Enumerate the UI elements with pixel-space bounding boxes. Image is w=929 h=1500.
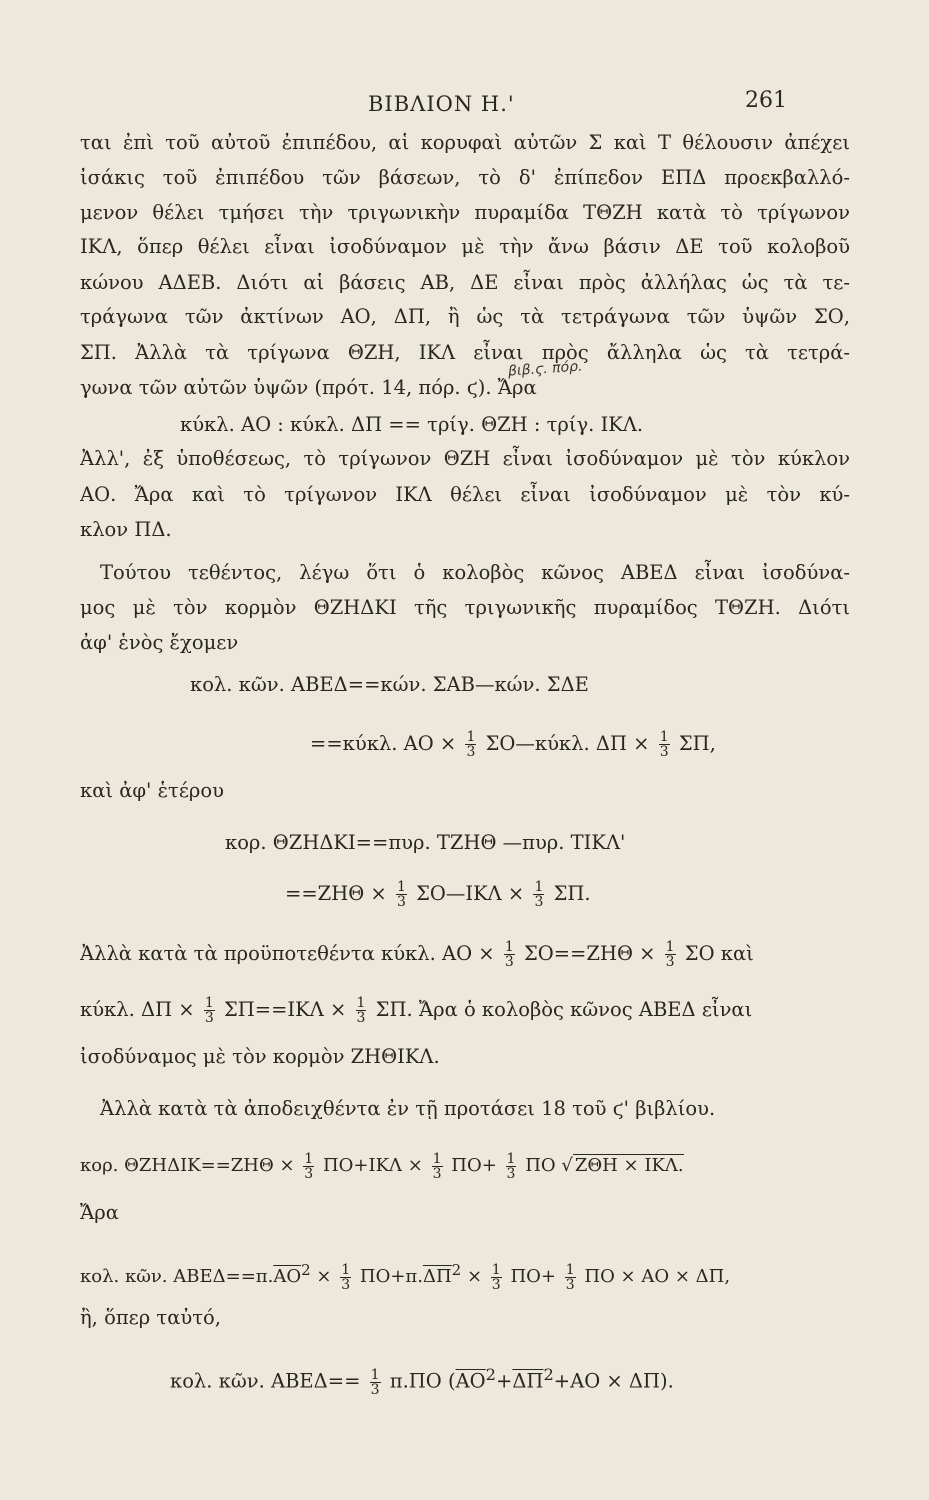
running-head: ΒΙΒΛΙΟΝ Η.' bbox=[368, 92, 515, 116]
exponent: 2 bbox=[301, 1261, 311, 1279]
text-line: ται ἐπὶ τοῦ αὐτοῦ ἐπιπέδου, αἱ κορυφαὶ αὐτῶν Σ καὶ Τ θέλουσιν ἀπέχει bbox=[80, 131, 850, 154]
exponent: 2 bbox=[485, 1365, 496, 1384]
fraction-denominator: 3 bbox=[370, 1381, 380, 1397]
equation-term: ΣΠ, bbox=[678, 732, 716, 755]
fraction-one-third bbox=[504, 940, 515, 969]
fraction-numerator: 1 bbox=[356, 995, 366, 1011]
fraction-denominator: 3 bbox=[356, 1010, 366, 1026]
equation-term: ΠΟ × ΑΟ × ΔΠ, bbox=[584, 1266, 731, 1287]
text-line: Τούτου τεθέντος, λέγω ὅτι ὁ κολοβὸς κῶνος ΑΒΕΔ εἶναι ἰσοδύνα- bbox=[100, 561, 850, 584]
equation-line bbox=[170, 1353, 850, 1397]
text-line: ΙΚΛ, ὅπερ θέλει εἶναι ἰσοδύναμον μὲ τὴν ἄνω βάσιν ΔΕ τοῦ κολοβοῦ bbox=[80, 235, 850, 258]
equation-term: $\overline{AO}$ bbox=[455, 1369, 486, 1393]
equation-line bbox=[80, 1146, 850, 1186]
equation-term: ΠΟ+ bbox=[451, 1155, 497, 1176]
fraction-denominator: 3 bbox=[204, 1010, 214, 1026]
equation-term: ΣΟ—κύκλ. ΔΠ × bbox=[485, 732, 650, 755]
fraction-numerator: 1 bbox=[659, 729, 669, 745]
equation-term: ΣΠ. bbox=[553, 882, 591, 905]
fraction-one-third bbox=[465, 730, 476, 759]
text-line: γωνα τῶν αὐτῶν ὑψῶν (πρότ. 14, πόρ. ϛ). Ἄρα bbox=[80, 376, 537, 399]
fraction-denominator: 3 bbox=[466, 744, 476, 760]
equation-term: ΠΟ bbox=[525, 1155, 556, 1176]
equation-line: κορ. ΘΖΗΔΚΙ==πυρ. ΤΖΗΘ —πυρ. ΤΙΚΛ' bbox=[225, 831, 626, 854]
exponent: 2 bbox=[451, 1261, 462, 1279]
equation-line bbox=[285, 876, 845, 912]
equation-term: Ἀλλὰ κατὰ τὰ προϋποτεθέντα κύκλ. ΑΟ × bbox=[80, 942, 495, 965]
equation-term: $\overline{AO}$ bbox=[273, 1266, 302, 1287]
equation-term: κολ. κῶν. ΑΒΕΔ== bbox=[170, 1369, 361, 1393]
fraction-denominator: 3 bbox=[304, 1165, 314, 1182]
text-line: κλον ΠΔ. bbox=[80, 518, 172, 541]
fraction-one-third bbox=[533, 880, 544, 909]
fraction-numerator: 1 bbox=[432, 1150, 442, 1167]
handwritten-annotation: βιβ.ϛ. πόρ. bbox=[507, 358, 583, 380]
proportion-line: κύκλ. ΑΟ : κύκλ. ΔΠ == τρίγ. ΘΖΗ : τρίγ. ΙΚΛ. bbox=[180, 413, 644, 436]
equation-term: + bbox=[496, 1369, 513, 1393]
equation-term: ΠΟ+ΙΚΛ × bbox=[322, 1155, 423, 1176]
fraction-numerator: 1 bbox=[491, 1261, 501, 1278]
equation-line bbox=[80, 1248, 850, 1292]
fraction-denominator: 3 bbox=[396, 894, 406, 910]
text-line: ἰσοδύναμος μὲ τὸν κορμὸν ΖΗΘΙΚΛ. bbox=[80, 1045, 440, 1068]
equation-term: ΣΠ==ΙΚΛ × bbox=[223, 998, 347, 1021]
square-root-sign: √ bbox=[561, 1155, 573, 1176]
fraction-numerator: 1 bbox=[534, 879, 544, 895]
fraction-numerator: 1 bbox=[506, 1150, 516, 1167]
fraction-denominator: 3 bbox=[491, 1276, 501, 1292]
equation-term: $\overline{\Delta\Pi}$ bbox=[512, 1369, 544, 1393]
equation-term: π.ΠΟ ( bbox=[389, 1369, 456, 1393]
fraction-one-third bbox=[370, 1368, 381, 1397]
fraction-one-third bbox=[396, 880, 407, 909]
text-line: Ἀλλ', ἐξ ὑποθέσεως, τὸ τρίγωνον ΘΖΗ εἶναι ἰσοδύναμον μὲ τὸν κύκλον bbox=[80, 447, 850, 470]
fraction-numerator: 1 bbox=[304, 1150, 314, 1167]
equation-term: ==κύκλ. ΑΟ × bbox=[310, 732, 457, 755]
fraction-numerator: 1 bbox=[504, 939, 514, 955]
fraction-numerator: 1 bbox=[370, 1366, 380, 1383]
fraction-one-third bbox=[665, 940, 676, 969]
equation-line bbox=[80, 992, 850, 1028]
equation-line bbox=[80, 936, 850, 972]
fraction-denominator: 3 bbox=[341, 1276, 351, 1292]
equation-term: $\overline{\Delta\Pi}$ bbox=[422, 1266, 452, 1287]
equation-term: ==ΖΗΘ × bbox=[285, 882, 387, 905]
fraction-numerator: 1 bbox=[565, 1261, 575, 1278]
equation-line bbox=[310, 726, 850, 762]
fraction-denominator: 3 bbox=[665, 954, 675, 970]
equation-term: ΣΟ καὶ bbox=[684, 942, 754, 965]
equation-term: ΠΟ+ bbox=[510, 1266, 556, 1287]
fraction-one-third bbox=[340, 1263, 351, 1292]
equation-term: κύκλ. ΔΠ × bbox=[80, 998, 195, 1021]
text-line: καὶ ἀφ' ἑτέρου bbox=[80, 779, 224, 802]
equation-term: × bbox=[316, 1266, 332, 1287]
fraction-one-third bbox=[565, 1263, 576, 1292]
fraction-numerator: 1 bbox=[665, 939, 675, 955]
text-line: κώνου ΑΔΕΒ. Διότι αἱ βάσεις ΑΒ, ΔΕ εἶναι πρὸς ἀλλήλας ὡς τὰ τε- bbox=[80, 271, 850, 294]
equation-term: ΠΟ+π. bbox=[359, 1266, 423, 1287]
text-line: Ἄρα bbox=[80, 1201, 119, 1224]
fraction-one-third bbox=[303, 1152, 314, 1181]
equation-term: ΣΟ==ΖΗΘ × bbox=[523, 942, 656, 965]
fraction-denominator: 3 bbox=[504, 954, 514, 970]
fraction-denominator: 3 bbox=[432, 1165, 442, 1182]
fraction-one-third bbox=[506, 1152, 517, 1181]
fraction-numerator: 1 bbox=[396, 879, 406, 895]
text-line: Ἀλλὰ κατὰ τὰ ἀποδειχθέντα ἐν τῇ προτάσει 18 τοῦ ϛ' βιβλίου. bbox=[100, 1097, 716, 1120]
equation-term: κορ. ΘΖΗΔΙΚ==ΖΗΘ × bbox=[80, 1155, 295, 1176]
page-header bbox=[0, 84, 929, 124]
fraction-one-third bbox=[491, 1263, 502, 1292]
text-line: ἀφ' ἑνὸς ἔχομεν bbox=[80, 631, 239, 654]
page-number: 261 bbox=[745, 88, 787, 113]
text-line: μος μὲ τὸν κορμὸν ΘΖΗΔΚΙ τῆς τριγωνικῆς πυραμίδος ΤΘΖΗ. Διότι bbox=[80, 596, 850, 619]
fraction-denominator: 3 bbox=[534, 894, 544, 910]
equation-term: +ΑΟ × ΔΠ). bbox=[553, 1369, 674, 1393]
fraction-denominator: 3 bbox=[506, 1165, 516, 1182]
equation-term: κολ. κῶν. ΑΒΕΔ==π. bbox=[80, 1266, 274, 1287]
fraction-numerator: 1 bbox=[204, 995, 214, 1011]
text-line: ΑΟ. Ἄρα καὶ τὸ τρίγωνον ΙΚΛ θέλει εἶναι ἰσοδύναμον μὲ τὸν κύ- bbox=[80, 483, 850, 506]
exponent: 2 bbox=[543, 1365, 554, 1384]
text-line: ΣΠ. Ἀλλὰ τὰ τρίγωνα ΘΖΗ, ΙΚΛ εἶναι πρὸς ἄλληλα ὡς τὰ τετρά- bbox=[80, 341, 850, 364]
square-root-radicand: ΖΘΗ × ΙΚΛ. bbox=[574, 1155, 684, 1176]
text-line: ἰσάκις τοῦ ἐπιπέδου τῶν βάσεων, τὸ δ' ἐπίπεδον ΕΠΔ προεκβαλλό- bbox=[80, 166, 850, 189]
text-line: μενον θέλει τμήσει τὴν τριγωνικὴν πυραμίδα ΤΘΖΗ κατὰ τὸ τρίγωνον bbox=[80, 201, 850, 224]
fraction-one-third bbox=[432, 1152, 443, 1181]
equation-line: κολ. κῶν. ΑΒΕΔ==κών. ΣΑΒ—κών. ΣΔΕ bbox=[190, 673, 589, 696]
equation-term: × bbox=[466, 1266, 483, 1287]
fraction-numerator: 1 bbox=[341, 1261, 351, 1278]
equation-term: ΣΟ—ΙΚΛ × bbox=[416, 882, 525, 905]
fraction-one-third bbox=[204, 996, 215, 1025]
text-line: τράγωνα τῶν ἀκτίνων ΑΟ, ΔΠ, ἢ ὡς τὰ τετράγωνα τῶν ὑψῶν ΣΟ, bbox=[80, 305, 850, 328]
fraction-one-third bbox=[659, 730, 670, 759]
text-line: ἢ, ὅπερ ταὐτό, bbox=[80, 1306, 221, 1329]
fraction-numerator: 1 bbox=[466, 729, 476, 745]
equation-term: ΣΠ. Ἄρα ὁ κολοβὸς κῶνος ΑΒΕΔ εἶναι bbox=[375, 998, 753, 1021]
fraction-denominator: 3 bbox=[565, 1276, 575, 1292]
fraction-one-third bbox=[356, 996, 367, 1025]
fraction-denominator: 3 bbox=[659, 744, 669, 760]
